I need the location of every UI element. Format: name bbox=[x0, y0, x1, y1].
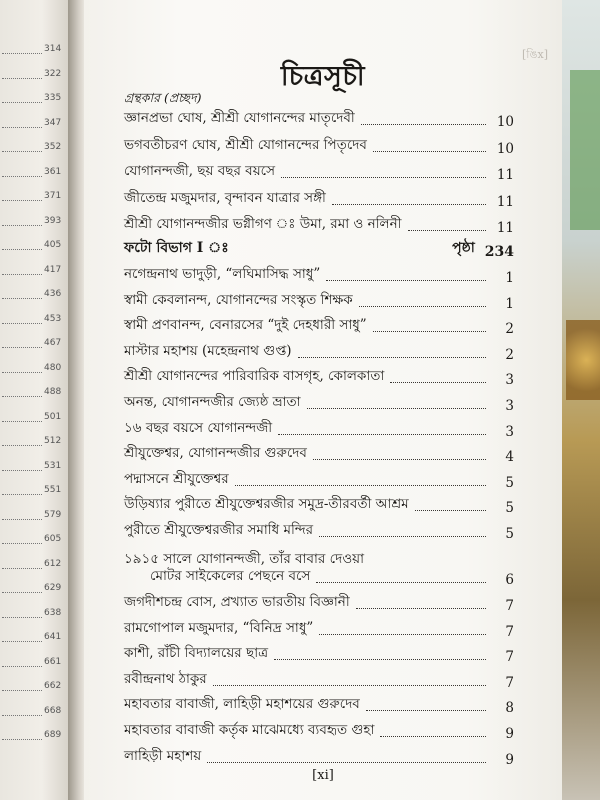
entry-page: 2 bbox=[505, 321, 514, 338]
leader-dots bbox=[235, 485, 486, 486]
leader-dots bbox=[373, 151, 486, 152]
leader-dots bbox=[316, 582, 486, 583]
left-page-number: 662 bbox=[44, 681, 62, 691]
left-leader-dots bbox=[2, 445, 42, 447]
left-leader-dots bbox=[2, 274, 42, 276]
entry-page: 7 bbox=[505, 649, 514, 666]
left-leader-dots bbox=[2, 347, 42, 349]
left-leader-dots bbox=[2, 739, 42, 741]
leader-dots bbox=[366, 710, 486, 711]
entry-label: অনন্ত, যোগানন্দজীর জ্যেষ্ঠ ভ্রাতা bbox=[124, 394, 301, 410]
left-leader-dots bbox=[2, 225, 42, 227]
left-page-number: 629 bbox=[44, 583, 62, 593]
entry-page: 5 bbox=[505, 500, 514, 517]
left-page-number: 335 bbox=[44, 93, 62, 103]
frontispiece-caption: গ্রন্থকার (প্রচ্ছদ) bbox=[124, 90, 202, 105]
left-page-number: 467 bbox=[44, 338, 62, 348]
entry-page: 3 bbox=[505, 423, 514, 440]
left-leader-dots bbox=[2, 298, 42, 300]
leader-dots bbox=[359, 306, 486, 307]
left-page-number: 322 bbox=[44, 68, 62, 79]
section-page-label: পৃষ্ঠা bbox=[452, 240, 475, 256]
entry-label: স্বামী কেবলানন্দ, যোগানন্দের সংস্কৃত শিক্ষক bbox=[124, 291, 353, 308]
leader-dots bbox=[415, 510, 486, 511]
leader-dots bbox=[274, 659, 486, 660]
left-page-number: 347 bbox=[44, 117, 62, 128]
list-item bbox=[124, 669, 514, 691]
multi-line-entry-first: ১৯১৫ সালে যোগানন্দজী, তাঁর বাবার দেওয়া bbox=[124, 551, 364, 567]
leader-dots bbox=[361, 124, 486, 125]
left-page-number: 405 bbox=[44, 240, 62, 250]
bleed-through-header: [ঙিx] bbox=[521, 48, 548, 61]
left-leader-dots bbox=[2, 666, 42, 668]
left-leader-dots bbox=[2, 690, 42, 692]
list-item bbox=[124, 135, 514, 157]
left-page-number: 480 bbox=[44, 362, 62, 373]
left-leader-dots bbox=[2, 617, 42, 619]
leader-dots bbox=[213, 685, 486, 686]
left-leader-dots bbox=[2, 396, 42, 398]
left-leader-dots bbox=[2, 543, 42, 545]
left-page-number: 512 bbox=[44, 436, 62, 446]
left-page-number: 352 bbox=[44, 142, 62, 152]
list-item bbox=[124, 188, 514, 210]
entry-page: 7 bbox=[505, 674, 514, 691]
list-item bbox=[124, 264, 514, 286]
page-title: চিত্রসূচী bbox=[280, 61, 366, 92]
left-leader-dots bbox=[2, 519, 42, 521]
entry-label: ১৬ বছর বয়সে যোগানন্দজী bbox=[124, 419, 273, 436]
left-leader-dots bbox=[2, 176, 42, 178]
multi-line-entry bbox=[150, 566, 514, 588]
list-item bbox=[124, 592, 514, 614]
entry-label: রামগোপাল মজুমদার, “বিনিদ্র সাধু” bbox=[124, 619, 314, 636]
entry-page: 11 bbox=[496, 193, 514, 210]
left-page-number: 436 bbox=[44, 289, 62, 299]
left-leader-dots bbox=[2, 323, 42, 325]
left-page-number: 314 bbox=[44, 44, 62, 54]
left-page-number: 417 bbox=[44, 264, 62, 275]
list-item bbox=[124, 315, 514, 337]
leader-dots bbox=[390, 382, 486, 383]
left-leader-dots bbox=[2, 568, 42, 570]
section-label: ফটো বিভাগ I ঃ bbox=[124, 240, 229, 256]
entry-page: 2 bbox=[505, 346, 514, 363]
entry-label: জ্ঞানপ্রভা ঘোষ, শ্রীশ্রী যোগানন্দের মাতৃদেবী bbox=[124, 110, 355, 126]
leader-dots bbox=[319, 634, 486, 635]
leader-dots bbox=[278, 434, 486, 435]
entry-label: মাস্টার মহাশয় (মহেন্দ্রনাথ গুপ্ত) bbox=[124, 342, 292, 359]
list-item bbox=[124, 392, 514, 414]
entry-label: নগেন্দ্রনাথ ভাদুড়ী, “লঘিমাসিদ্ধ সাধু” bbox=[124, 266, 321, 282]
left-page-number: 605 bbox=[44, 534, 62, 544]
list-item bbox=[124, 341, 514, 363]
entry-page: 1 bbox=[505, 295, 514, 312]
list-item bbox=[124, 418, 514, 440]
entry-page: 9 bbox=[505, 726, 514, 742]
entry-label: যোগানন্দজী, ছয় বছর বয়সে bbox=[124, 163, 275, 179]
leader-dots bbox=[298, 357, 486, 358]
left-page-number: 531 bbox=[44, 460, 62, 471]
left-page-number: 689 bbox=[44, 730, 62, 740]
left-leader-dots bbox=[2, 127, 42, 129]
entry-label: ভগবতীচরণ ঘোষ, শ্রীশ্রী যোগানন্দের পিতৃদেব bbox=[124, 136, 367, 153]
left-leader-dots bbox=[2, 53, 42, 55]
left-page-number: 453 bbox=[44, 313, 62, 324]
left-facing-page bbox=[0, 0, 70, 800]
left-leader-dots bbox=[2, 249, 42, 251]
left-leader-dots bbox=[2, 372, 42, 374]
entry-label: স্বামী প্রণবানন্দ, বেনারসের “দুই দেহধারী সাধু” bbox=[124, 317, 367, 334]
background-gold-image bbox=[566, 320, 600, 400]
left-leader-dots bbox=[2, 421, 42, 423]
entry-page: 11 bbox=[496, 220, 514, 236]
leader-dots bbox=[380, 736, 486, 737]
entry-label: শ্রীশ্রী যোগানন্দজীর ভগ্নীগণ ঃ উমা, রমা ও নলিনী bbox=[124, 216, 402, 232]
entry-page: 7 bbox=[505, 598, 514, 614]
entry-page: 3 bbox=[505, 372, 514, 389]
list-item bbox=[124, 290, 514, 312]
leader-dots bbox=[408, 230, 486, 231]
left-page-number: 612 bbox=[44, 558, 62, 569]
leader-dots bbox=[313, 459, 486, 460]
entry-label: মহাবতার বাবাজী কর্তৃক মাঝেমধ্যে ব্যবহৃত গুহা bbox=[124, 722, 375, 738]
entry-page: 5 bbox=[505, 474, 514, 491]
list-item bbox=[124, 443, 514, 465]
left-page-number: 638 bbox=[44, 607, 62, 618]
entry-page: 6 bbox=[505, 572, 514, 588]
list-item bbox=[124, 520, 514, 542]
entry-page: 11 bbox=[496, 167, 514, 183]
entry-label: লাহিড়ী মহাশয় bbox=[124, 747, 202, 764]
leader-dots bbox=[332, 204, 486, 205]
entry-page: 9 bbox=[505, 751, 514, 768]
left-leader-dots bbox=[2, 592, 42, 594]
left-leader-dots bbox=[2, 78, 42, 80]
list-item bbox=[124, 694, 514, 716]
left-page-number: 641 bbox=[44, 632, 62, 642]
entry-page: 8 bbox=[505, 700, 514, 717]
left-leader-dots bbox=[2, 151, 42, 153]
leader-dots bbox=[356, 608, 486, 609]
entry-label: মহাবতার বাবাজী, লাহিড়ী মহাশয়ের গুরুদেব bbox=[124, 696, 360, 713]
entry-page: 1 bbox=[505, 270, 514, 286]
left-page-number: 488 bbox=[44, 387, 62, 397]
entry-label: শ্রীশ্রী যোগানন্দের পারিবারিক বাসগৃহ, কোলকাতা bbox=[124, 368, 385, 385]
section-page-number: 234 bbox=[484, 244, 514, 260]
background-green-cover bbox=[570, 70, 600, 230]
list-item bbox=[124, 494, 514, 516]
leader-dots bbox=[373, 331, 486, 332]
section-heading bbox=[124, 238, 514, 260]
leader-dots bbox=[207, 762, 486, 763]
list-item bbox=[124, 108, 514, 130]
left-leader-dots bbox=[2, 715, 42, 717]
left-page-number: 371 bbox=[44, 191, 62, 201]
entry-label: পুরীতে শ্রীযুক্তেশ্বরজীর সমাধি মন্দির bbox=[124, 522, 314, 538]
left-page-number: 501 bbox=[44, 411, 62, 422]
left-page-number: 579 bbox=[44, 509, 62, 520]
left-leader-dots bbox=[2, 494, 42, 496]
leader-dots bbox=[326, 280, 486, 281]
list-item bbox=[124, 161, 514, 183]
left-leader-dots bbox=[2, 470, 42, 472]
list-item bbox=[124, 366, 514, 388]
left-page-number: 551 bbox=[44, 485, 62, 495]
leader-dots bbox=[319, 536, 486, 537]
left-page-number: 393 bbox=[44, 215, 62, 226]
entry-page: 5 bbox=[505, 526, 514, 542]
left-page-number: 361 bbox=[44, 166, 62, 177]
entry-page: 4 bbox=[505, 449, 514, 466]
left-page-number: 668 bbox=[44, 705, 62, 716]
entry-page: 3 bbox=[505, 398, 514, 414]
entry-label: জীতেন্দ্র মজুমদার, বৃন্দাবন যাত্রার সঙ্গী bbox=[124, 189, 326, 206]
leader-dots bbox=[281, 177, 486, 178]
page-footer: [xi] bbox=[312, 768, 334, 783]
entry-label: শ্রীযুক্তেশ্বর, যোগানন্দজীর গুরুদেব bbox=[124, 445, 307, 462]
entry-label: কাশী, রাঁচী বিদ্যালয়ের ছাত্র bbox=[124, 645, 269, 662]
entry-label: জগদীশচন্দ্র বোস, প্রখ্যাত ভারতীয় বিজ্ঞানী bbox=[124, 594, 350, 610]
list-item bbox=[124, 469, 514, 491]
entry-label: রবীন্দ্রনাথ ঠাকুর bbox=[124, 670, 207, 687]
list-item bbox=[124, 746, 514, 768]
list-item bbox=[124, 214, 514, 236]
left-page-number: 661 bbox=[44, 656, 62, 667]
book-page bbox=[84, 0, 562, 800]
entry-label: পদ্মাসনে শ্রীযুক্তেশ্বর bbox=[124, 470, 229, 487]
leader-dots bbox=[307, 408, 486, 409]
left-leader-dots bbox=[2, 641, 42, 643]
list-item bbox=[124, 643, 514, 665]
entry-label: উড়িষ্যার পুরীতে শ্রীযুক্তেশ্বরজীর সমুদ্র-তীরবর্তী আশ্রম bbox=[124, 496, 409, 513]
entry-page: 7 bbox=[505, 623, 514, 640]
list-item bbox=[124, 618, 514, 640]
left-leader-dots bbox=[2, 200, 42, 202]
left-leader-dots bbox=[2, 102, 42, 104]
list-item bbox=[124, 720, 514, 742]
entry-page: 10 bbox=[496, 140, 514, 157]
entry-label: মোটর সাইকেলের পেছনে বসে bbox=[150, 568, 311, 584]
entry-page: 10 bbox=[496, 114, 514, 130]
